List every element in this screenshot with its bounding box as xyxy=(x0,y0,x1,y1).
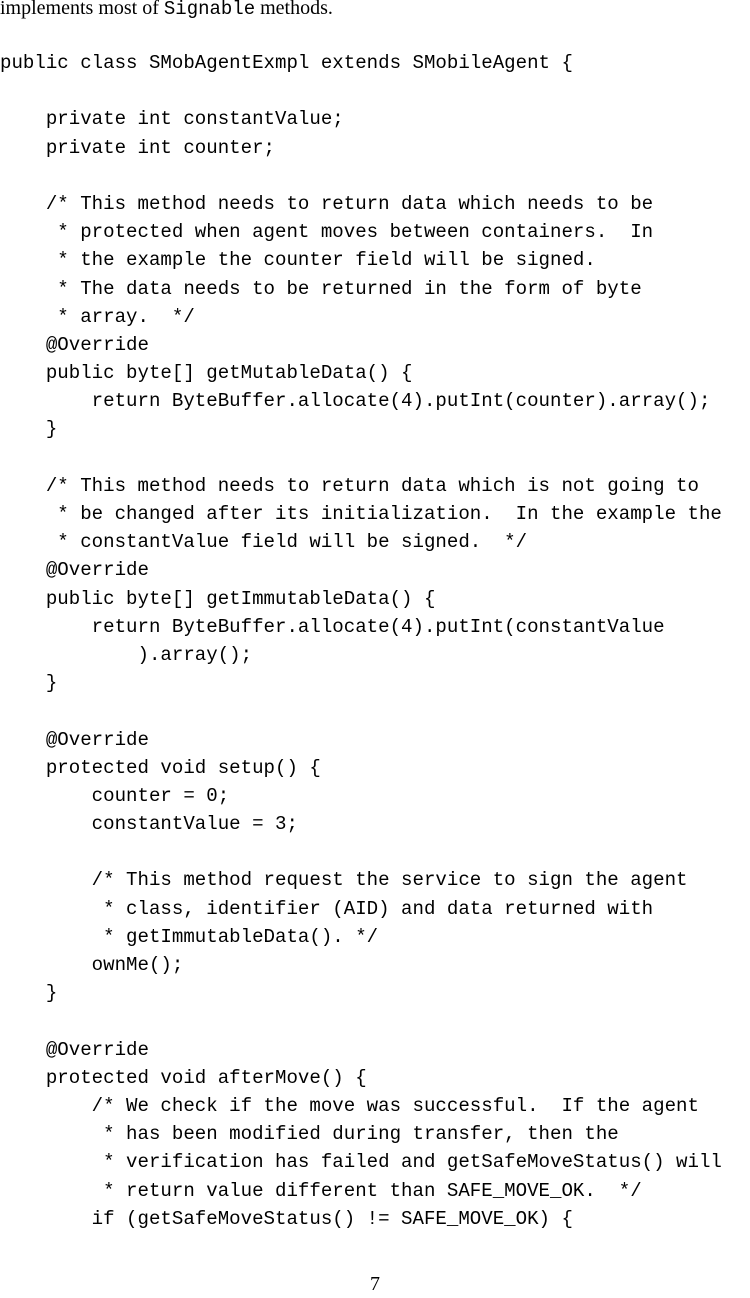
code-line xyxy=(0,162,722,190)
code-line: * array. */ xyxy=(0,305,195,328)
code-line xyxy=(0,697,722,725)
code-line: * constantValue field will be signed. */ xyxy=(0,531,528,554)
code-line: * class, identifier (AID) and data returned with xyxy=(0,897,654,920)
code-listing xyxy=(0,49,722,1233)
code-line: constantValue = 3; xyxy=(0,813,298,836)
code-line: protected void afterMove() { xyxy=(0,1066,367,1089)
code-line: * The data needs to be returned in the form of byte xyxy=(0,277,642,300)
intro-code-term: Signable xyxy=(163,0,256,20)
code-line: @Override xyxy=(0,333,149,356)
code-line: } xyxy=(0,418,58,441)
code-line: @Override xyxy=(0,728,149,751)
page-number: 7 xyxy=(370,1273,380,1295)
code-line: public class SMobAgentExmpl extends SMobileAgent { xyxy=(0,52,573,74)
code-line: ).array(); xyxy=(0,643,253,666)
code-line xyxy=(0,1007,722,1035)
code-line: return ByteBuffer.allocate(4).putInt(counter).array(); xyxy=(0,390,711,413)
code-line: @Override xyxy=(0,1038,149,1061)
code-line: protected void setup() { xyxy=(0,756,321,779)
code-line xyxy=(0,77,722,105)
code-line: if (getSafeMoveStatus() != SAFE_MOVE_OK) { xyxy=(0,1207,573,1230)
code-line: * verification has failed and getSafeMoveStatus() will xyxy=(0,1151,722,1174)
code-line: public byte[] getMutableData() { xyxy=(0,362,413,385)
code-line: ownMe(); xyxy=(0,954,184,976)
code-line: } xyxy=(0,982,58,1005)
code-line: public byte[] getImmutableData() { xyxy=(0,587,436,610)
code-line: private int counter; xyxy=(0,136,275,159)
code-line: /* This method request the service to sign the agent xyxy=(0,869,688,892)
intro-text-before: implements most of xyxy=(0,0,164,19)
code-line: counter = 0; xyxy=(0,784,230,807)
code-line: private int constantValue; xyxy=(0,108,344,131)
code-line: /* This method needs to return data which needs to be xyxy=(0,192,654,215)
code-line: @Override xyxy=(0,559,149,582)
code-line: * has been modified during transfer, then the xyxy=(0,1123,619,1146)
intro-text-after: methods. xyxy=(255,0,333,19)
code-line xyxy=(0,444,722,472)
code-line: * be changed after its initialization. In the example the xyxy=(0,503,722,525)
code-line xyxy=(0,838,722,866)
code-line: } xyxy=(0,672,58,695)
code-line: /* We check if the move was successful. If the agent xyxy=(0,1094,699,1117)
intro-sentence xyxy=(0,0,333,22)
code-line: /* This method needs to return data which is not going to xyxy=(0,474,699,497)
code-line: * protected when agent moves between containers. In xyxy=(0,221,654,244)
code-line: return ByteBuffer.allocate(4).putInt(constantValue xyxy=(0,615,665,638)
code-line: * return value different than SAFE_MOVE_OK. */ xyxy=(0,1179,642,1202)
code-line: * the example the counter field will be signed. xyxy=(0,249,596,272)
code-line: * getImmutableData(). */ xyxy=(0,925,379,948)
